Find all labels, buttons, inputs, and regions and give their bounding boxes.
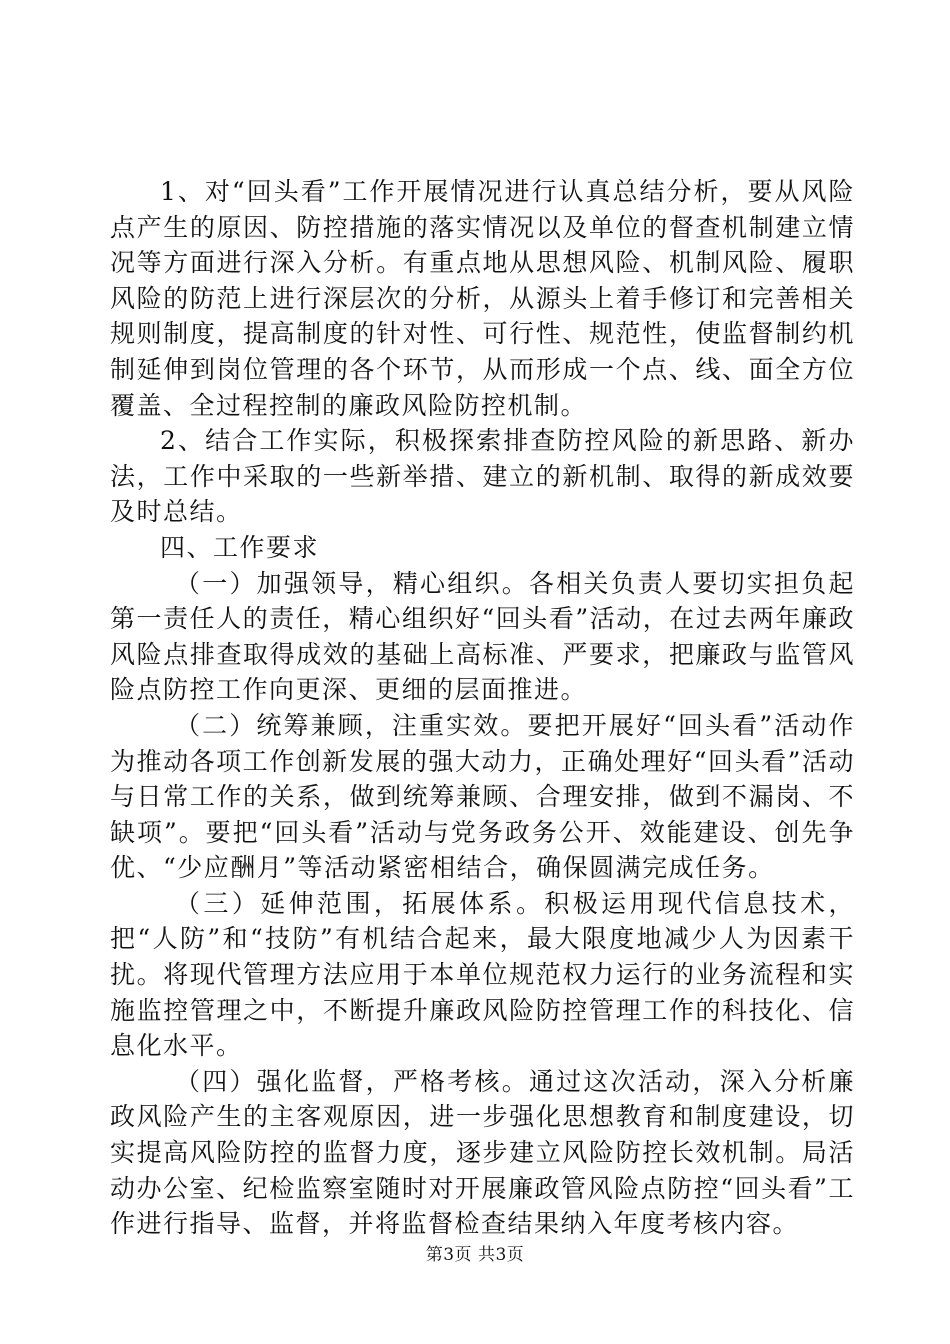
paragraph-requirement-4: （四）强化监督，严格考核。通过这次活动，深入分析廉政风险产生的主客观原因，进一步强化思想教育和制度建设，切实提高风险防控的监督力度，逐步建立风险防控长效机制。局活动办公室、纪检监察室随时对开展廉政管风险点防控“回头看”工作进行指导、监督，并将监督检查结果纳入年度考核内容。 [110,1066,855,1239]
paragraph-summary-analysis: 1、对“回头看”工作开展情况进行认真总结分析，要从风险点产生的原因、防控措施的落实情况以及单位的督查机制建立情况等方面进行深入分析。有重点地从思想风险、机制风险、履职风险的防范上进行深层次的分析，从源头上着手修订和完善相关规则制度，提高制度的针对性、可行性、规范性，使监督制约机制延伸到岗位管理的各个环节，从而形成一个点、线、面全方位覆盖、全过程控制的廉政风险防控机制。 [110,177,855,420]
section-heading-work-requirements: 四、工作要求 [160,532,320,562]
paragraph-requirement-1: （一）加强领导，精心组织。各相关负责人要切实担负起第一责任人的责任，精心组织好“回头看”活动，在过去两年廉政风险点排查取得成效的基础上高标准、严要求，把廉政与监管风险点防控工作向更深、更细的层面推进。 [110,568,855,705]
page-number-footer: 第3页 共3页 [425,1245,525,1265]
document-body [110,174,855,1242]
paragraph-requirement-3: （三）延伸范围，拓展体系。积极运用现代信息技术，把“人防”和“技防”有机结合起来，最大限度地减少人为因素干扰。将现代管理方法应用于本单位规范权力运行的业务流程和实施监控管理之中，不断提升廉政风险防控管理工作的科技化、信息化水平。 [110,888,855,1061]
paragraph-explore-new-ideas: 2、结合工作实际，积极探索排查防控风险的新思路、新办法，工作中采取的一些新举措、建立的新机制、取得的新成效要及时总结。 [110,426,855,527]
paragraph-requirement-2: （二）统筹兼顾，注重实效。要把开展好“回头看”活动作为推动各项工作创新发展的强大动力，正确处理好“回头看”活动与日常工作的关系，做到统筹兼顾、合理安排，做到不漏岗、不缺项”。要把“回头看”活动与党务政务公开、效能建设、创先争优、“少应酬月”等活动紧密相结合，确保圆满完成任务。 [110,710,855,883]
